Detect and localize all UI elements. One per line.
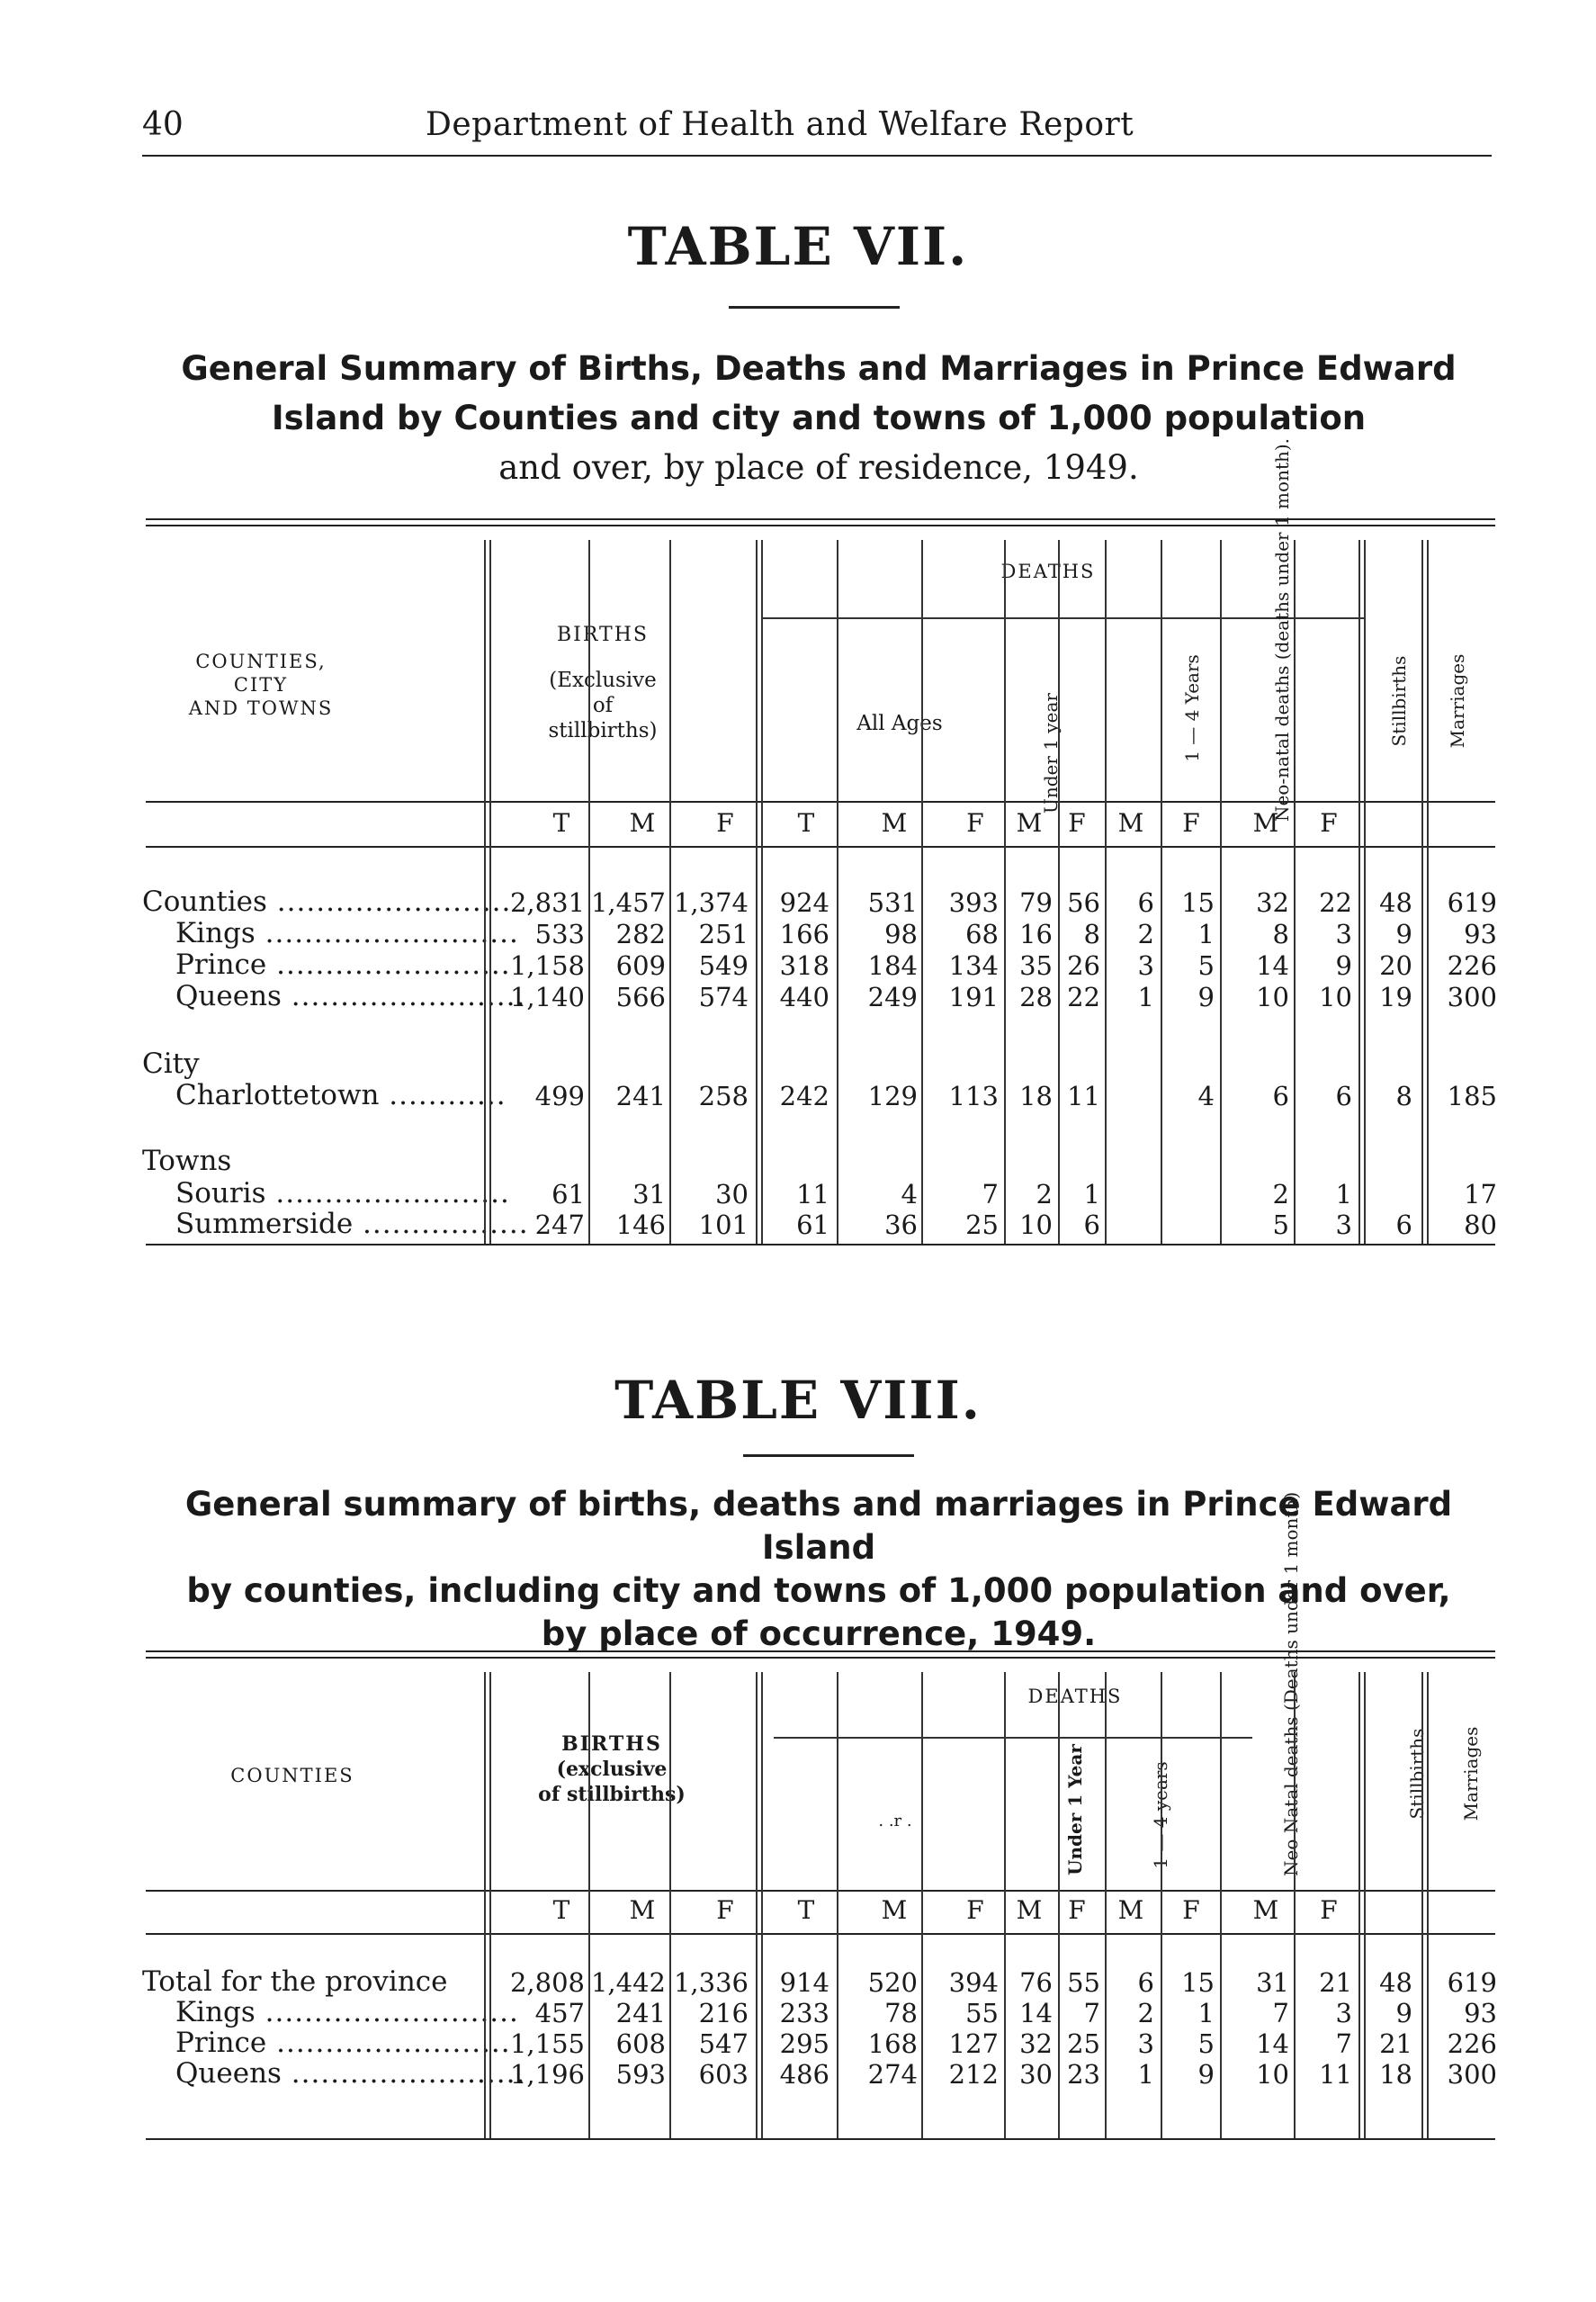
table-cell: 619 — [1447, 1967, 1497, 1998]
table8-deaths-head: DEATHS — [1027, 1686, 1123, 1707]
table7-bottom-rule — [146, 1244, 1495, 1245]
column-divider — [489, 540, 491, 1244]
column-divider — [1294, 1672, 1296, 2138]
table-cell: 3 — [1335, 1998, 1352, 2028]
column-divider — [837, 1672, 838, 2138]
table-cell: 21 — [1379, 2028, 1412, 2059]
table-cell: 1,155 — [509, 2028, 585, 2059]
table-cell: 35 — [1019, 950, 1053, 981]
table7-births-head — [513, 623, 693, 743]
table-cell: 241 — [615, 1081, 666, 1111]
table-cell: 23 — [1067, 2059, 1100, 2090]
table-cell: 20 — [1379, 950, 1412, 981]
t7-subhead-f: F — [1320, 808, 1338, 838]
column-divider — [1004, 1672, 1006, 2138]
table7-stillbirths-head: Stillbirths — [1388, 655, 1410, 747]
table-cell: 574 — [698, 982, 749, 1012]
table-cell: 1 — [1335, 1179, 1352, 1209]
table-cell: 8 — [1395, 1081, 1412, 1111]
table-cell: 134 — [948, 950, 999, 981]
stub-head-line: AND TOWNS — [188, 697, 334, 719]
table-cell: 7 — [982, 1179, 999, 1209]
table-cell: 22 — [1067, 982, 1100, 1012]
table-cell: 247 — [534, 1209, 585, 1240]
table7-marriages-head: Marriages — [1447, 653, 1468, 749]
table7-top-rule — [146, 518, 1495, 526]
table-cell: 18 — [1019, 1081, 1053, 1111]
column-divider — [921, 1672, 923, 2138]
table-cell: 185 — [1447, 1081, 1497, 1111]
table-cell: 300 — [1447, 982, 1497, 1012]
t8-subhead-f: F — [716, 1895, 734, 1925]
column-divider — [1220, 1672, 1222, 2138]
table7-deaths-head: DEATHS — [1000, 561, 1096, 582]
column-divider — [669, 1672, 671, 2138]
table-cell: 32 — [1256, 887, 1289, 918]
table-cell: 93 — [1464, 1998, 1497, 2028]
t8-subhead-m: M — [1252, 1895, 1279, 1925]
stub-head-line: COUNTIES, CITY — [195, 651, 327, 696]
table-cell: 36 — [884, 1209, 918, 1240]
table-cell: 6 — [1083, 1209, 1100, 1240]
table-cell: 5 — [1197, 950, 1215, 981]
column-divider — [1427, 540, 1429, 1244]
table-cell: 566 — [615, 982, 666, 1012]
table-cell: 31 — [632, 1179, 666, 1209]
column-divider — [669, 540, 671, 1244]
table-cell: 608 — [615, 2028, 666, 2059]
table8-caption-line: by counties, including city and towns of 1,000 population and over, — [186, 1571, 1451, 1610]
column-divider — [588, 540, 590, 1244]
table7-head-rule — [146, 801, 1495, 803]
table8-bottom-rule — [146, 2138, 1495, 2140]
births-head-line: BIRTHS — [561, 1732, 662, 1756]
column-divider — [756, 1672, 758, 2138]
table8-allages-head: . .r . — [878, 1812, 912, 1830]
column-divider — [921, 540, 923, 1244]
table-cell: 26 — [1067, 950, 1100, 981]
table-cell: 1,336 — [673, 1967, 749, 1998]
table-cell: 8 — [1083, 919, 1100, 949]
table-cell: 9 — [1335, 950, 1352, 981]
table-cell: 9 — [1395, 1998, 1412, 2028]
table-cell: 1 — [1083, 1179, 1100, 1209]
table-cell: 76 — [1019, 1967, 1053, 1998]
table-cell: 9 — [1197, 982, 1215, 1012]
table-cell: 1,196 — [509, 2059, 585, 2090]
t8-subhead-m: M — [629, 1895, 656, 1925]
table7-caption — [135, 344, 1502, 492]
table-cell: 31 — [1256, 1967, 1289, 1998]
table8-deaths-rule — [774, 1737, 1252, 1739]
table8-stillbirths-head: Stillbirths — [1406, 1728, 1428, 1820]
column-divider — [1220, 540, 1222, 1244]
column-divider — [1161, 540, 1162, 1244]
table-cell: 212 — [948, 2059, 999, 2090]
table-cell: 7 — [1272, 1998, 1289, 2028]
t8-subhead-f: F — [1320, 1895, 1338, 1925]
column-divider — [761, 1672, 763, 2138]
table8-births-head — [513, 1731, 711, 1807]
table-cell: 9 — [1197, 2059, 1215, 2090]
table-cell: 1 — [1197, 1998, 1215, 2028]
table-cell: 241 — [615, 1998, 666, 2028]
table-cell: 226 — [1447, 950, 1497, 981]
table-cell: 2 — [1036, 1179, 1053, 1209]
column-divider — [837, 540, 838, 1244]
t7-subhead-f: F — [966, 808, 984, 838]
t7-subhead-f: F — [716, 808, 734, 838]
table-cell: 549 — [698, 950, 749, 981]
table-cell: 1,442 — [590, 1967, 666, 1998]
table-cell: 7 — [1083, 1998, 1100, 2028]
table-cell: 251 — [698, 919, 749, 949]
table7-caption-line: General Summary of Births, Deaths and Marriages in Prince Edward — [181, 349, 1457, 388]
table-cell: 226 — [1447, 2028, 1497, 2059]
column-divider — [489, 1672, 491, 2138]
row-label: Prince ........................ — [175, 949, 511, 981]
column-divider — [1105, 540, 1107, 1244]
t7-subhead-f: F — [1182, 808, 1200, 838]
row-label: Souris ........................ — [175, 1177, 510, 1209]
column-divider — [1058, 1672, 1060, 2138]
table-cell: 15 — [1181, 1967, 1215, 1998]
table8-head-rule — [146, 1890, 1495, 1892]
t7-subhead-m: M — [1252, 808, 1279, 838]
table-cell: 3 — [1137, 950, 1154, 981]
table-cell: 6 — [1137, 1967, 1154, 1998]
table-cell: 61 — [796, 1209, 829, 1240]
table-cell: 14 — [1256, 2028, 1289, 2059]
table-cell: 10 — [1019, 1209, 1053, 1240]
table-cell: 8 — [1272, 919, 1289, 949]
table-cell: 7 — [1335, 2028, 1352, 2059]
births-head-line: of stillbirths) — [538, 1783, 686, 1806]
table-cell: 5 — [1197, 2028, 1215, 2059]
table-cell: 3 — [1137, 2028, 1154, 2059]
column-divider — [1364, 540, 1366, 1244]
table-cell: 282 — [615, 919, 666, 949]
row-label: Queens ........................ — [175, 2057, 526, 2090]
row-label: Kings .......................... — [175, 1996, 519, 2028]
table-cell: 393 — [948, 887, 999, 918]
column-divider — [756, 540, 758, 1244]
table-cell: 924 — [779, 887, 829, 918]
table-cell: 3 — [1335, 919, 1352, 949]
births-head-line: stillbirths) — [548, 719, 658, 742]
table7-neonatal-head: Neo-natal deaths (deaths under 1 month). — [1271, 437, 1293, 822]
table-cell: 11 — [796, 1179, 829, 1209]
table-cell: 457 — [534, 1998, 585, 2028]
table-cell: 499 — [534, 1081, 585, 1111]
table-cell: 242 — [779, 1081, 829, 1111]
table-cell: 440 — [779, 982, 829, 1012]
table-cell: 4 — [901, 1179, 918, 1209]
table-cell: 11 — [1067, 1081, 1100, 1111]
table-cell: 520 — [867, 1967, 918, 1998]
row-label: Charlottetown ............ — [175, 1079, 507, 1111]
table-cell: 30 — [715, 1179, 749, 1209]
row-label: Summerside ................. — [175, 1208, 529, 1240]
table-cell: 619 — [1447, 887, 1497, 918]
table-cell: 93 — [1464, 919, 1497, 949]
births-head-line: (Exclusive — [549, 669, 657, 692]
row-label: Total for the province — [142, 1965, 448, 1998]
row-label: City — [142, 1048, 200, 1080]
table-cell: 22 — [1319, 887, 1352, 918]
table7-subhead-rule — [146, 846, 1495, 848]
row-label: Prince ........................ — [175, 2027, 511, 2059]
table-cell: 394 — [948, 1967, 999, 1998]
table7-allages-head: All Ages — [856, 712, 943, 735]
table-cell: 300 — [1447, 2059, 1497, 2090]
column-divider — [1358, 1672, 1360, 2138]
table-cell: 14 — [1256, 950, 1289, 981]
table-cell: 17 — [1464, 1179, 1497, 1209]
table-cell: 3 — [1335, 1209, 1352, 1240]
t8-subhead-f: F — [1182, 1895, 1200, 1925]
header-rule — [142, 155, 1492, 157]
table-cell: 168 — [867, 2028, 918, 2059]
table8-subhead-rule — [146, 1933, 1495, 1935]
table-cell: 98 — [884, 919, 918, 949]
table-cell: 318 — [779, 950, 829, 981]
table-cell: 55 — [965, 1998, 999, 2028]
table-cell: 166 — [779, 919, 829, 949]
table7-1to4-head: 1 — 4 Years — [1181, 654, 1203, 762]
table-cell: 21 — [1319, 1967, 1352, 1998]
table8-1to4-head: 1 — 4 years — [1150, 1761, 1171, 1869]
table-cell: 146 — [615, 1209, 666, 1240]
table8-under1-head: Under 1 Year — [1064, 1744, 1086, 1875]
table8-title: TABLE VIII. — [614, 1370, 982, 1431]
table8-caption-line: by place of occurrence, 1949. — [541, 1614, 1097, 1653]
column-divider — [484, 540, 486, 1244]
table-cell: 531 — [867, 887, 918, 918]
table-cell: 2 — [1272, 1179, 1289, 1209]
t7-subhead-f: F — [1068, 808, 1086, 838]
table-cell: 4 — [1197, 1081, 1215, 1111]
table-cell: 113 — [948, 1081, 999, 1111]
table-cell: 78 — [884, 1998, 918, 2028]
table-cell: 25 — [1067, 2028, 1100, 2059]
column-divider — [1421, 540, 1423, 1244]
table-cell: 11 — [1319, 2059, 1352, 2090]
table7-caption-line: and over, by place of residence, 1949. — [498, 448, 1139, 487]
t8-subhead-t: T — [552, 1895, 570, 1925]
row-label: Counties ........................ — [142, 886, 512, 918]
t8-subhead-m: M — [1016, 1895, 1043, 1925]
page-number: 40 — [142, 106, 184, 143]
t7-subhead-m: M — [881, 808, 908, 838]
table-cell: 28 — [1019, 982, 1053, 1012]
table-cell: 15 — [1181, 887, 1215, 918]
table-cell: 32 — [1019, 2028, 1053, 2059]
t7-subhead-m: M — [1016, 808, 1043, 838]
table-cell: 603 — [698, 2059, 749, 2090]
births-head-line: of — [592, 694, 614, 717]
table7-under1-head: Under 1 year — [1040, 693, 1062, 814]
table-cell: 2 — [1137, 1998, 1154, 2028]
table-cell: 10 — [1256, 982, 1289, 1012]
t8-subhead-t: T — [797, 1895, 815, 1925]
column-divider — [1105, 1672, 1107, 2138]
table-cell: 533 — [534, 919, 585, 949]
table8-marriages-head: Marriages — [1460, 1726, 1482, 1821]
table-cell: 61 — [551, 1179, 585, 1209]
table-cell: 2 — [1137, 919, 1154, 949]
column-divider — [1421, 1672, 1423, 2138]
table8-neonatal-head: Neo Natal deaths (Deaths under 1 month) — [1280, 1491, 1302, 1876]
births-head-line: BIRTHS — [557, 624, 649, 646]
column-divider — [761, 540, 763, 1244]
table8-stub-head: COUNTIES — [230, 1765, 354, 1786]
table-cell: 30 — [1019, 2059, 1053, 2090]
row-label: Queens ........................ — [175, 980, 526, 1012]
table-cell: 14 — [1019, 1998, 1053, 2028]
column-divider — [1294, 540, 1296, 1244]
table-cell: 9 — [1395, 919, 1412, 949]
table-cell: 1 — [1137, 2059, 1154, 2090]
table-cell: 18 — [1379, 2059, 1412, 2090]
table-cell: 19 — [1379, 982, 1412, 1012]
table7-title-rule — [729, 306, 900, 309]
running-header — [142, 106, 1492, 157]
t7-subhead-m: M — [629, 808, 656, 838]
table-cell: 25 — [965, 1209, 999, 1240]
t7-subhead-m: M — [1117, 808, 1144, 838]
table8-caption-line: General summary of births, deaths and marriages in Prince Edward Island — [184, 1485, 1453, 1567]
running-title: Department of Health and Welfare Report — [426, 106, 1134, 143]
t8-subhead-f: F — [1068, 1895, 1086, 1925]
table-cell: 547 — [698, 2028, 749, 2059]
table-cell: 914 — [779, 1967, 829, 1998]
table8-title-rule — [743, 1454, 914, 1457]
column-divider — [1364, 1672, 1366, 2138]
table-cell: 1,140 — [509, 982, 585, 1012]
column-divider — [1004, 540, 1006, 1244]
table-cell: 1 — [1137, 982, 1154, 1012]
table-cell: 5 — [1272, 1209, 1289, 1240]
table-cell: 1,374 — [673, 887, 749, 918]
table-cell: 48 — [1379, 887, 1412, 918]
t8-subhead-m: M — [881, 1895, 908, 1925]
table-cell: 6 — [1395, 1209, 1412, 1240]
table-cell: 1,457 — [590, 887, 666, 918]
table7-stub-head — [180, 650, 342, 720]
t7-subhead-t: T — [797, 808, 815, 838]
row-label: Towns — [142, 1145, 232, 1177]
column-divider — [1427, 1672, 1429, 2138]
table-cell: 184 — [867, 950, 918, 981]
table-cell: 274 — [867, 2059, 918, 2090]
table-cell: 249 — [867, 982, 918, 1012]
table7-caption-line: Island by Counties and city and towns of 1,000 population — [271, 399, 1367, 437]
table-cell: 101 — [698, 1209, 749, 1240]
table-cell: 127 — [948, 2028, 999, 2059]
table-cell: 79 — [1019, 887, 1053, 918]
column-divider — [484, 1672, 486, 2138]
table-cell: 16 — [1019, 919, 1053, 949]
table-cell: 2,808 — [509, 1967, 585, 1998]
table-cell: 486 — [779, 2059, 829, 2090]
table-cell: 68 — [965, 919, 999, 949]
table-cell: 6 — [1137, 887, 1154, 918]
row-label: Kings .......................... — [175, 917, 519, 949]
t8-subhead-f: F — [966, 1895, 984, 1925]
table-cell: 1 — [1197, 919, 1215, 949]
table-cell: 593 — [615, 2059, 666, 2090]
table-cell: 6 — [1272, 1081, 1289, 1111]
column-divider — [1358, 540, 1360, 1244]
table-cell: 48 — [1379, 1967, 1412, 1998]
table-cell: 191 — [948, 982, 999, 1012]
table7-title: TABLE VII. — [627, 216, 969, 277]
table-cell: 1,158 — [509, 950, 585, 981]
table-cell: 56 — [1067, 887, 1100, 918]
table-cell: 80 — [1464, 1209, 1497, 1240]
table-cell: 233 — [779, 1998, 829, 2028]
t7-subhead-t: T — [552, 808, 570, 838]
table-cell: 295 — [779, 2028, 829, 2059]
t8-subhead-m: M — [1117, 1895, 1144, 1925]
table-cell: 10 — [1256, 2059, 1289, 2090]
table-cell: 6 — [1335, 1081, 1352, 1111]
table-cell: 129 — [867, 1081, 918, 1111]
table-cell: 55 — [1067, 1967, 1100, 1998]
table-cell: 10 — [1319, 982, 1352, 1012]
births-head-line: (exclusive — [556, 1758, 668, 1781]
column-divider — [1161, 1672, 1162, 2138]
column-divider — [588, 1672, 590, 2138]
table-cell: 258 — [698, 1081, 749, 1111]
table-cell: 216 — [698, 1998, 749, 2028]
table-cell: 609 — [615, 950, 666, 981]
column-divider — [1058, 540, 1060, 1244]
table-cell: 2,831 — [509, 887, 585, 918]
